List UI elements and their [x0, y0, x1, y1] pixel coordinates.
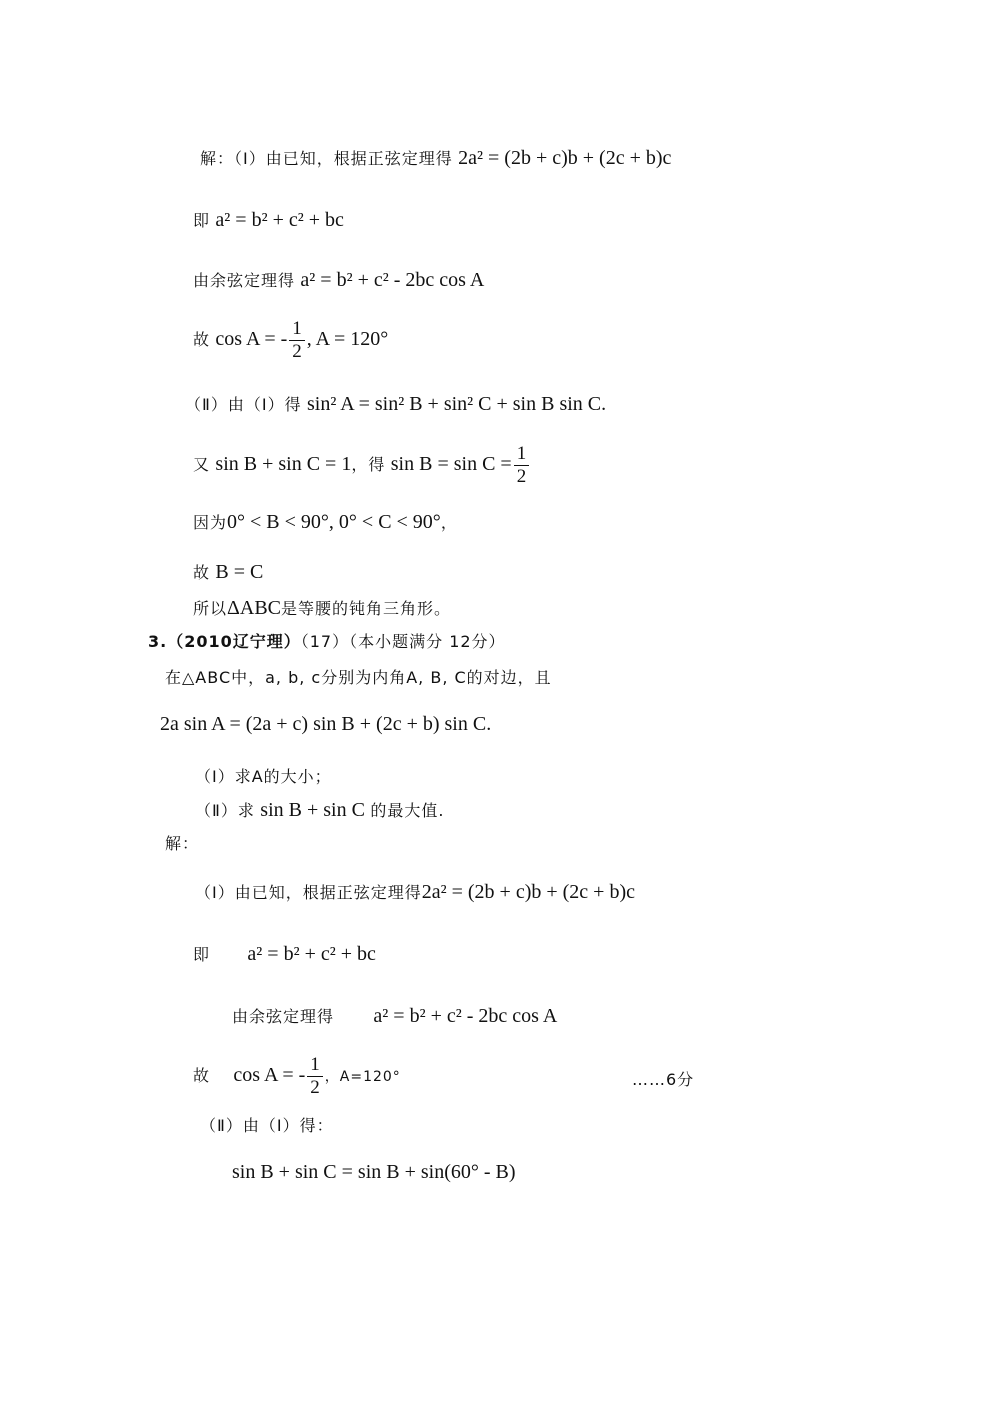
solution-line-9 [193, 596, 451, 621]
text: 即 [193, 211, 211, 230]
answer-line-2 [193, 942, 376, 967]
solution-line-2 [193, 208, 344, 233]
answer-line-1 [195, 880, 635, 905]
text: 又 [193, 455, 211, 474]
answer-line-3 [232, 1004, 557, 1029]
text: （Ⅰ）求A的大小； [195, 767, 332, 786]
solution-line-5 [185, 392, 606, 417]
fraction [514, 443, 530, 488]
text: 由余弦定理得 [232, 1007, 335, 1026]
answer-line-6 [232, 1160, 516, 1185]
fraction [307, 1054, 323, 1099]
fraction-numerator: 1 [514, 443, 530, 466]
solution-line-7 [193, 510, 458, 535]
text: 是等腰的钝角三角形。 [281, 599, 452, 618]
text: 即 [193, 945, 211, 964]
equation: 0° < B < 90°, 0° < C < 90° [227, 511, 441, 533]
text: ， [440, 513, 458, 532]
text: 因为 [193, 513, 228, 532]
fraction-denominator: 2 [310, 1077, 320, 1098]
text: 故 [193, 330, 211, 349]
problem-heading [148, 630, 506, 654]
equation: , A = 120° [306, 328, 389, 350]
equation: 2a sin A = (2a + c) sin B + (2c + b) sin C. [160, 713, 492, 735]
text: （Ⅱ）求 [195, 801, 255, 820]
fraction-numerator: 1 [307, 1054, 323, 1077]
solution-line-8 [193, 560, 263, 585]
equation: sin B + sin C = sin B + sin(60° - B) [232, 1161, 516, 1183]
equation: B = C [215, 561, 264, 583]
problem-equation [160, 712, 491, 737]
text: 解： [165, 834, 200, 853]
equation: sin B = sin C = [390, 453, 512, 475]
equation: 2a² = (2b + c)b + (2c + b)c [421, 881, 635, 903]
problem-statement [165, 666, 552, 690]
solution-line-3 [193, 268, 484, 293]
solution-line-1 [200, 146, 671, 171]
text: 故 [193, 563, 211, 582]
text: 的最大值. [370, 801, 445, 820]
score: ……6分 [632, 1070, 695, 1089]
equation: sin B + sin C [260, 799, 365, 821]
answer-line-5 [200, 1114, 334, 1138]
text: （Ⅱ）由（Ⅰ）得： [200, 1116, 334, 1135]
fraction-denominator: 2 [516, 466, 527, 487]
equation: a² = b² + c² + bc [215, 209, 344, 231]
equation: a² = b² + c² + bc [247, 943, 376, 965]
text: ，A=120° [324, 1069, 401, 1085]
equation: a² = b² + c² - 2bc cos A [300, 269, 485, 291]
equation: sin² A = sin² B + sin² C + sin B sin C. [307, 393, 607, 415]
equation: a² = b² + c² - 2bc cos A [373, 1005, 558, 1027]
question-2 [195, 798, 444, 823]
answer-label [165, 832, 199, 856]
text: 在△ABC中，a, b, c分别为内角A, B, C的对边，且 [165, 668, 552, 687]
solution-line-4 [193, 318, 388, 363]
text: 所以 [193, 599, 228, 618]
fraction-numerator: 1 [289, 318, 305, 341]
fraction-denominator: 2 [292, 341, 302, 362]
fraction [289, 318, 305, 363]
answer-line-4 [193, 1054, 401, 1099]
problem-score: （17）（本小题满分 12分） [300, 632, 506, 651]
solution-line-6 [193, 443, 531, 488]
text: 故 [193, 1066, 211, 1085]
equation: ΔABC [227, 597, 281, 619]
text: （Ⅱ）由（Ⅰ）得 [185, 395, 302, 414]
text: 由余弦定理得 [193, 271, 296, 290]
question-1 [195, 765, 332, 789]
text: （Ⅰ）由已知，根据正弦定理得 [195, 883, 422, 902]
equation: sin B + sin C = 1 [215, 453, 352, 475]
equation: 2a² = (2b + c)b + (2c + b)c [458, 147, 672, 169]
text: 解：（Ⅰ）由已知，根据正弦定理得 [200, 149, 453, 168]
text: ，得 [351, 455, 386, 474]
score-note [632, 1068, 694, 1092]
equation: cos A = - [233, 1064, 306, 1086]
problem-source: 3.（2010辽宁理） [148, 632, 301, 651]
equation: cos A = - [215, 328, 288, 350]
